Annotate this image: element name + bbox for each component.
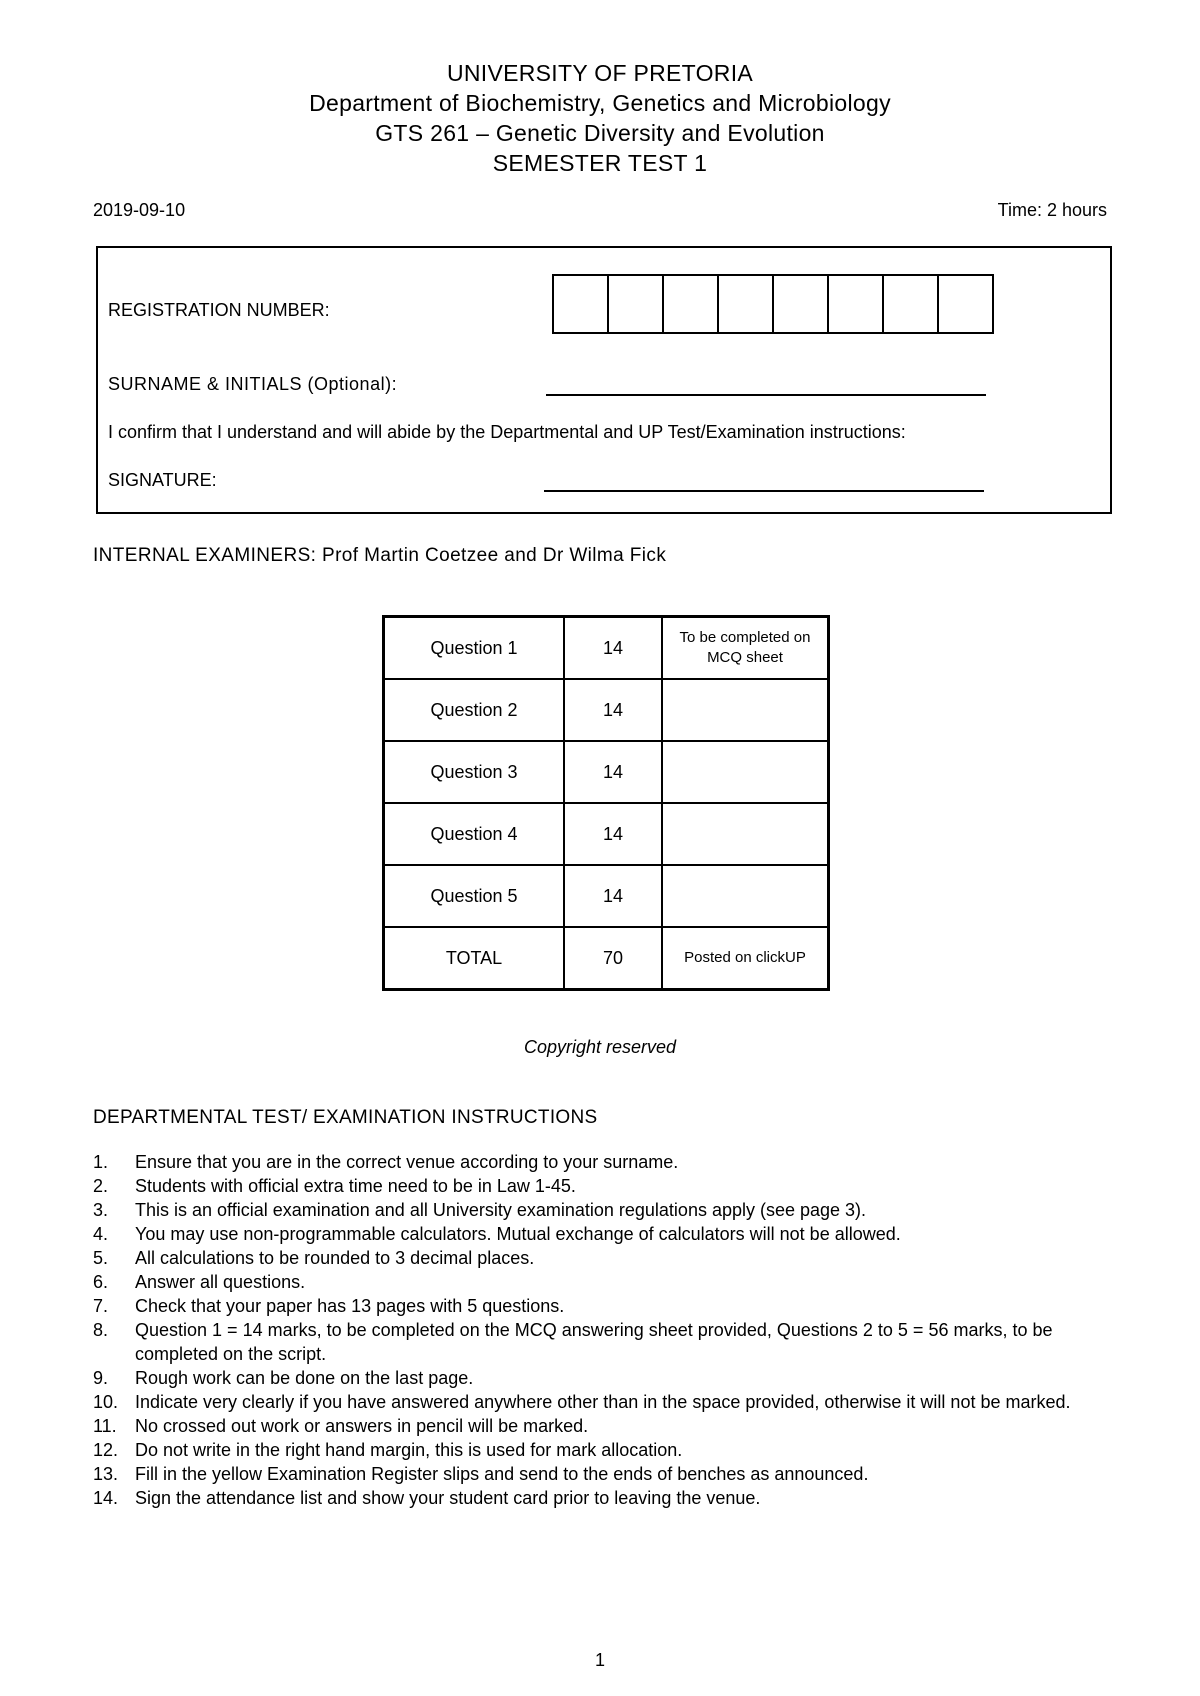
test-date: 2019-09-10 bbox=[93, 200, 186, 220]
registration-digit-box[interactable] bbox=[884, 276, 939, 332]
marks-table-row bbox=[384, 927, 829, 990]
registration-digit-box[interactable] bbox=[609, 276, 664, 332]
note-cell[interactable] bbox=[662, 865, 829, 927]
registration-number-boxes bbox=[552, 274, 994, 334]
registration-digit-box[interactable] bbox=[939, 276, 992, 332]
note-cell[interactable] bbox=[662, 741, 829, 803]
marks-table-row bbox=[384, 803, 829, 865]
surname-line[interactable] bbox=[546, 394, 986, 396]
marks-cell: 14 bbox=[564, 803, 662, 865]
question-cell: TOTAL bbox=[384, 927, 565, 990]
internal-examiners: INTERNAL EXAMINERS: Prof Martin Coetzee and Dr Wilma Fick bbox=[93, 545, 667, 566]
instruction-item bbox=[93, 1414, 1123, 1438]
instruction-text: Do not write in the right hand margin, this is used for mark allocation. bbox=[135, 1440, 683, 1460]
instruction-text: No crossed out work or answers in pencil will be marked. bbox=[135, 1416, 589, 1436]
instruction-text: Students with official extra time need to be in Law 1-45. bbox=[135, 1176, 576, 1196]
marks-cell: 14 bbox=[564, 617, 662, 680]
note-cell[interactable] bbox=[662, 803, 829, 865]
marks-table-row bbox=[384, 617, 829, 680]
registration-box bbox=[96, 246, 1112, 514]
instruction-text: Fill in the yellow Examination Register slips and send to the ends of benches as announced. bbox=[135, 1464, 869, 1484]
marks-cell: 14 bbox=[564, 741, 662, 803]
instruction-number: 2. bbox=[93, 1176, 109, 1196]
instruction-item bbox=[93, 1150, 1123, 1174]
test-title: SEMESTER TEST 1 bbox=[492, 150, 708, 176]
signature-label: SIGNATURE: bbox=[108, 470, 217, 490]
instruction-number: 7. bbox=[93, 1296, 109, 1316]
instruction-item bbox=[93, 1294, 1123, 1318]
instruction-item bbox=[93, 1270, 1123, 1294]
instruction-item bbox=[93, 1246, 1123, 1270]
copyright-notice: Copyright reserved bbox=[523, 1037, 677, 1057]
instruction-number: 12. bbox=[93, 1440, 119, 1460]
instruction-text: You may use non-programmable calculators. Mutual exchange of calculators will not be allowed. bbox=[135, 1224, 901, 1244]
instruction-item bbox=[93, 1366, 1123, 1390]
marks-cell: 70 bbox=[564, 927, 662, 990]
registration-digit-box[interactable] bbox=[774, 276, 829, 332]
course-title: GTS 261 – Genetic Diversity and Evolution bbox=[375, 120, 825, 146]
instruction-number: 11. bbox=[93, 1416, 117, 1436]
instruction-item bbox=[93, 1390, 1123, 1414]
instruction-item bbox=[93, 1486, 1123, 1510]
question-cell: Question 4 bbox=[384, 803, 565, 865]
instruction-number: 4. bbox=[93, 1224, 109, 1244]
instruction-item bbox=[93, 1198, 1123, 1222]
surname-label: SURNAME & INITIALS (Optional): bbox=[108, 374, 398, 394]
registration-digit-box[interactable] bbox=[829, 276, 884, 332]
test-duration: Time: 2 hours bbox=[997, 200, 1107, 220]
university-name: UNIVERSITY OF PRETORIA bbox=[446, 60, 754, 86]
question-cell: Question 2 bbox=[384, 679, 565, 741]
instruction-text: Rough work can be done on the last page. bbox=[135, 1368, 474, 1388]
instructions-heading: DEPARTMENTAL TEST/ EXAMINATION INSTRUCTIONS bbox=[93, 1107, 598, 1128]
marks-cell: 14 bbox=[564, 865, 662, 927]
instruction-text: Check that your paper has 13 pages with 5 questions. bbox=[135, 1296, 565, 1316]
registration-digit-box[interactable] bbox=[664, 276, 719, 332]
instruction-number: 9. bbox=[93, 1368, 109, 1388]
question-cell: Question 1 bbox=[384, 617, 565, 680]
instruction-text: Sign the attendance list and show your student card prior to leaving the venue. bbox=[135, 1488, 761, 1508]
instruction-text: Indicate very clearly if you have answered anywhere other than in the space provided, otherwise it will not be marked. bbox=[135, 1392, 1071, 1412]
marks-table-row bbox=[384, 741, 829, 803]
signature-line[interactable] bbox=[544, 490, 984, 492]
department-name: Department of Biochemistry, Genetics and Microbiology bbox=[309, 90, 891, 116]
note-cell[interactable] bbox=[662, 679, 829, 741]
instruction-text: Question 1 = 14 marks, to be completed on the MCQ answering sheet provided, Questions 2 to 5 = 56 marks, to be completed on the script. bbox=[135, 1320, 1053, 1364]
instruction-text: Ensure that you are in the correct venue according to your surname. bbox=[135, 1152, 679, 1172]
instruction-item bbox=[93, 1222, 1123, 1246]
marks-table bbox=[382, 615, 830, 991]
question-cell: Question 5 bbox=[384, 865, 565, 927]
registration-digit-box[interactable] bbox=[554, 276, 609, 332]
instruction-number: 1. bbox=[93, 1152, 109, 1172]
instruction-number: 10. bbox=[93, 1392, 119, 1412]
note-cell: Posted on clickUP bbox=[662, 927, 829, 990]
registration-number-label: REGISTRATION NUMBER: bbox=[108, 300, 330, 320]
instruction-item bbox=[93, 1438, 1123, 1462]
instruction-text: Answer all questions. bbox=[135, 1272, 306, 1292]
instruction-number: 6. bbox=[93, 1272, 109, 1292]
instruction-number: 13. bbox=[93, 1464, 119, 1484]
instruction-number: 3. bbox=[93, 1200, 109, 1220]
instruction-text: This is an official examination and all University examination regulations apply (see page 3). bbox=[135, 1200, 867, 1220]
instruction-number: 5. bbox=[93, 1248, 109, 1268]
marks-cell: 14 bbox=[564, 679, 662, 741]
marks-table-row bbox=[384, 679, 829, 741]
instruction-number: 14. bbox=[93, 1488, 119, 1508]
note-cell: To be completed on MCQ sheet bbox=[662, 617, 829, 680]
instructions-list bbox=[93, 1150, 1123, 1510]
instruction-number: 8. bbox=[93, 1320, 109, 1340]
page-number: 1 bbox=[594, 1650, 605, 1670]
instruction-item bbox=[93, 1318, 1123, 1366]
instruction-item bbox=[93, 1174, 1123, 1198]
instruction-text: All calculations to be rounded to 3 decimal places. bbox=[135, 1248, 535, 1268]
instruction-item bbox=[93, 1462, 1123, 1486]
registration-digit-box[interactable] bbox=[719, 276, 774, 332]
confirmation-statement: I confirm that I understand and will abide by the Departmental and UP Test/Examination instructions: bbox=[108, 422, 906, 442]
marks-table-row bbox=[384, 865, 829, 927]
document-header bbox=[0, 58, 1200, 178]
question-cell: Question 3 bbox=[384, 741, 565, 803]
